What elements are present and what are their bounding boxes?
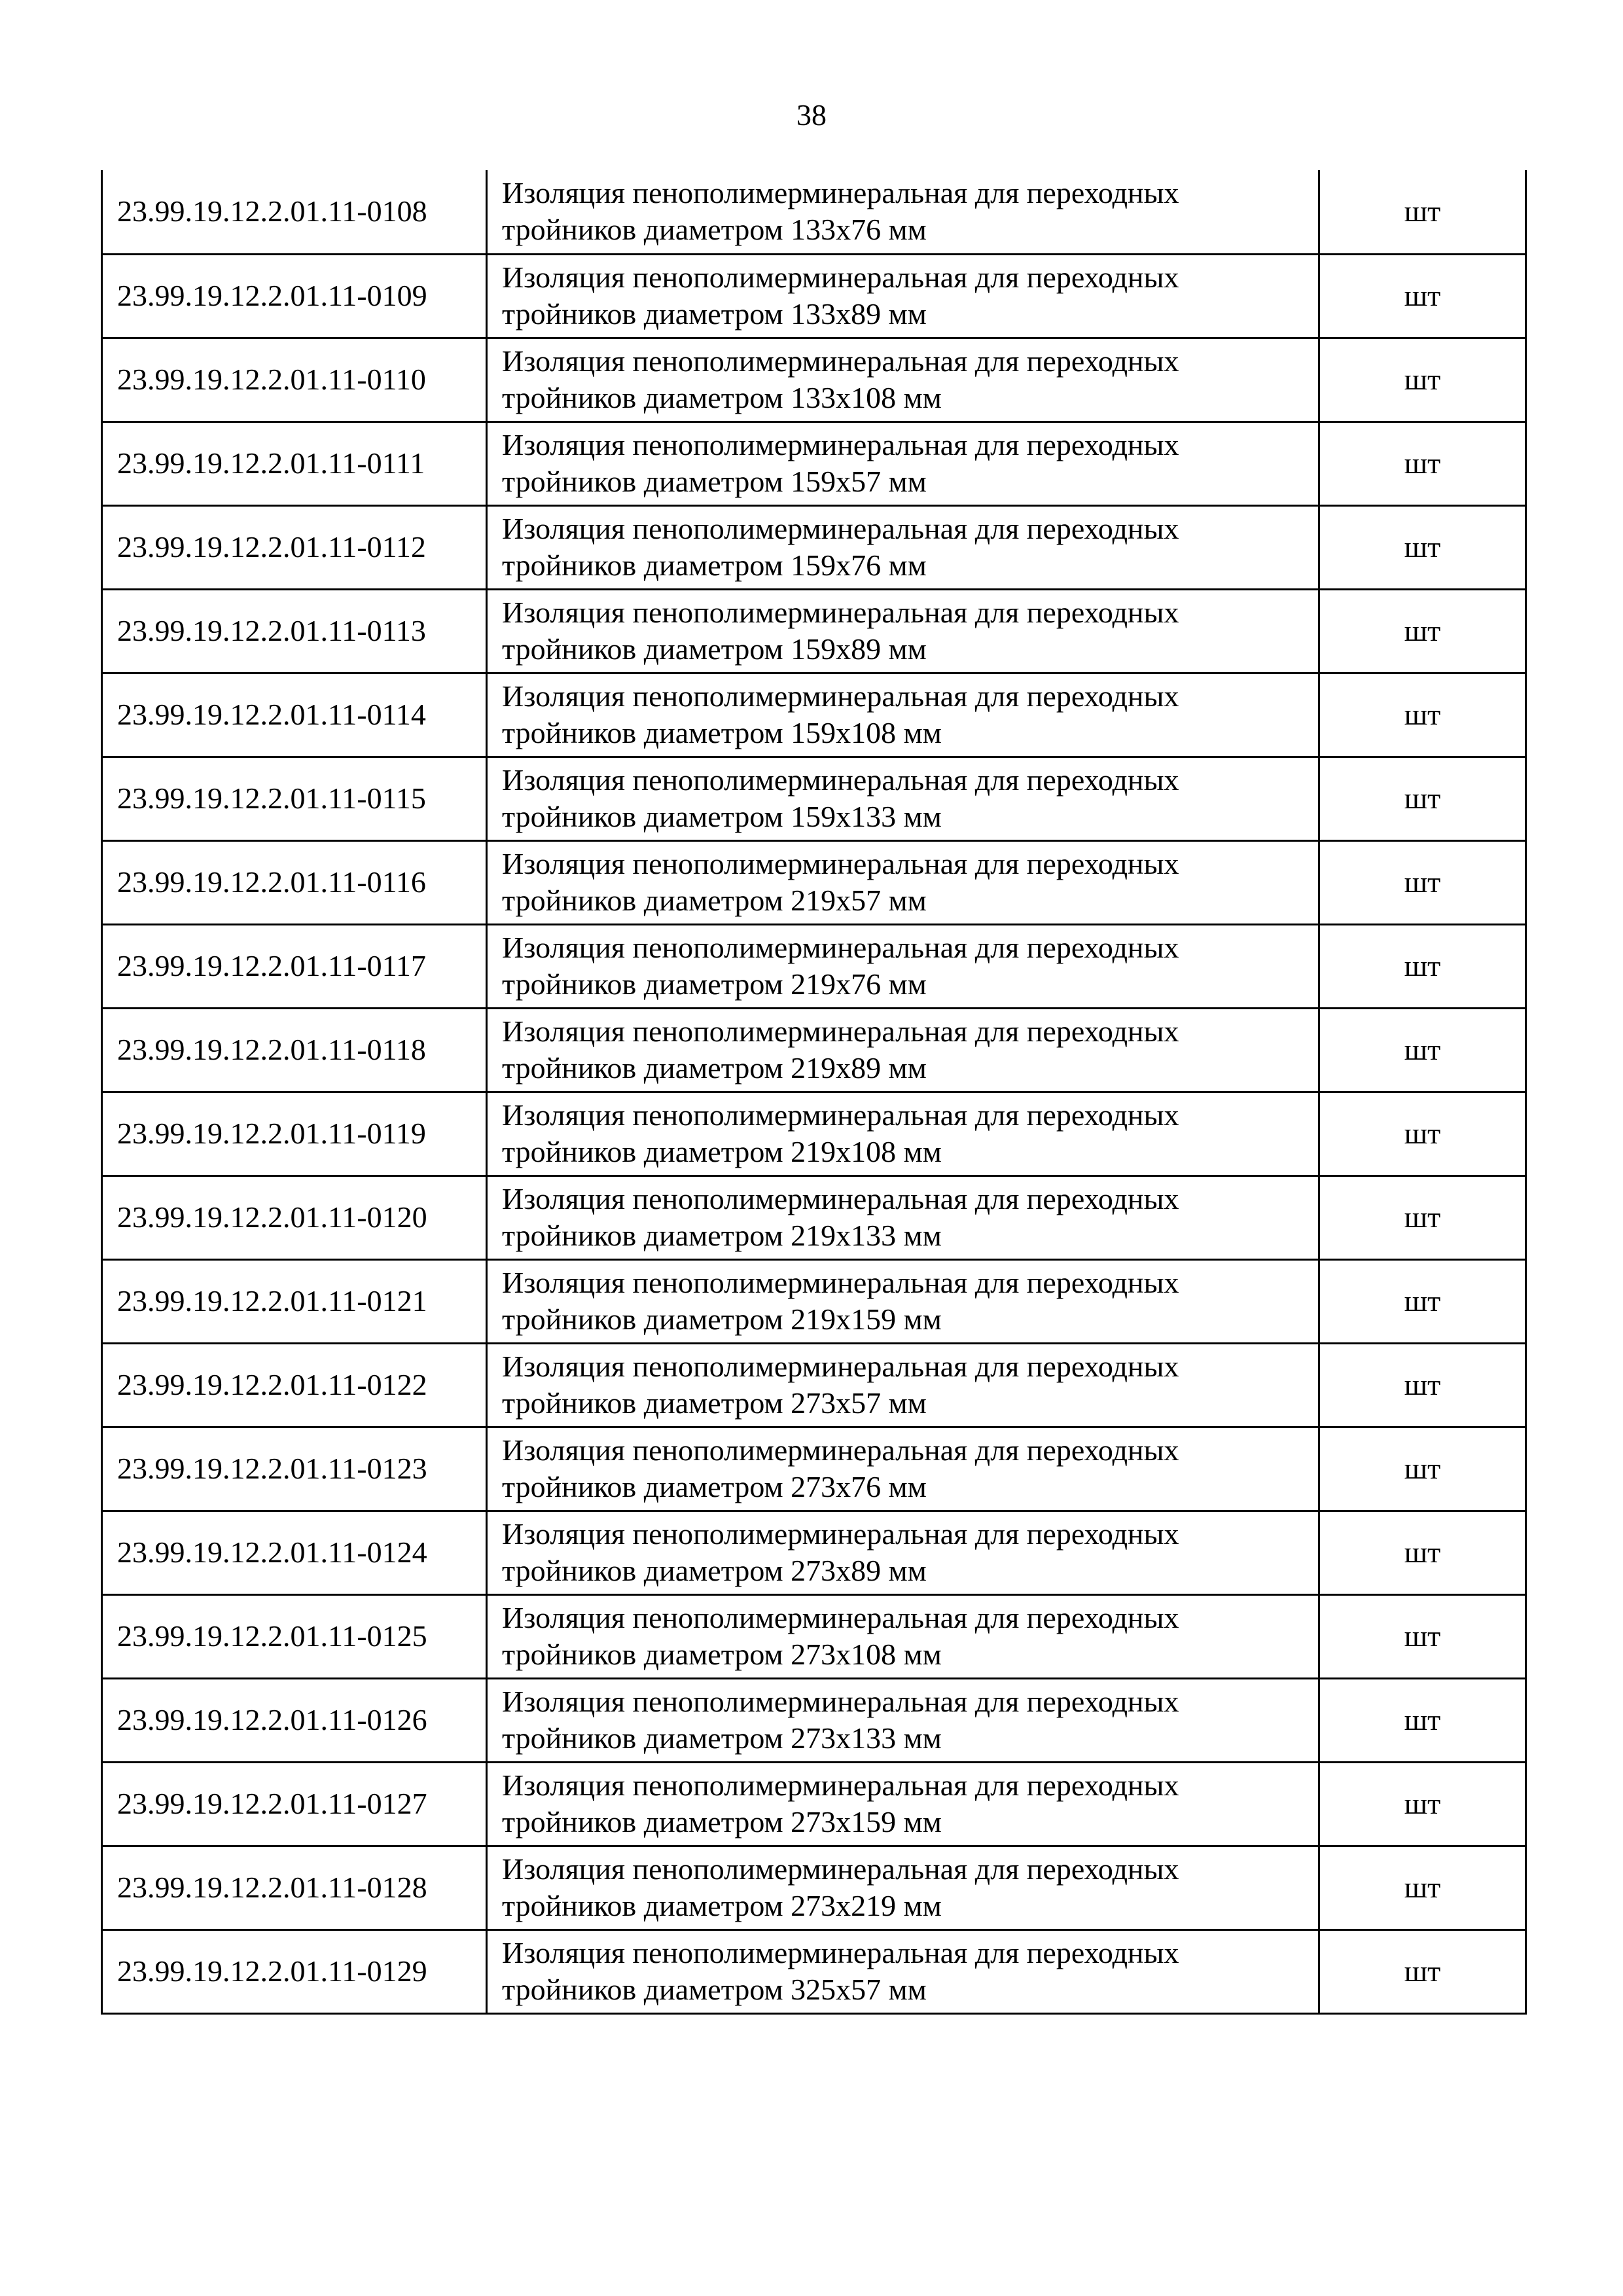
resource-name-line-1: Изоляция пенополимерминеральная для переходных [502,1266,1179,1299]
resource-name-line-1: Изоляция пенополимерминеральная для переходных [502,344,1179,378]
resource-name [487,1008,1319,1092]
unit-of-measure: шт [1319,673,1526,757]
table-row [102,254,1526,338]
resource-name [487,170,1319,254]
resource-name-line-2: тройников диаметром 133x108 мм [502,381,942,414]
resource-name-line-1: Изоляция пенополимерминеральная для переходных [502,1014,1179,1048]
table-body [102,170,1526,2013]
resource-code: 23.99.19.12.2.01.11-0111 [102,422,487,505]
resource-name [487,1762,1319,1846]
resource-code: 23.99.19.12.2.01.11-0113 [102,589,487,673]
resource-code: 23.99.19.12.2.01.11-0116 [102,840,487,924]
classifier-table [101,170,1527,2015]
table-row [102,1092,1526,1175]
resource-name-line-2: тройников диаметром 133x76 мм [502,213,927,247]
resource-code: 23.99.19.12.2.01.11-0118 [102,1008,487,1092]
resource-name [487,422,1319,505]
resource-name [487,1511,1319,1594]
resource-code: 23.99.19.12.2.01.11-0126 [102,1678,487,1762]
resource-code: 23.99.19.12.2.01.11-0115 [102,757,487,840]
resource-name-line-1: Изоляция пенополимерминеральная для переходных [502,260,1179,294]
resource-name-line-1: Изоляция пенополимерминеральная для переходных [502,847,1179,880]
unit-of-measure: шт [1319,1175,1526,1259]
resource-name [487,589,1319,673]
resource-name [487,505,1319,589]
resource-name-line-1: Изоляция пенополимерминеральная для переходных [502,176,1179,210]
table-row [102,422,1526,505]
resource-name-line-1: Изоляция пенополимерминеральная для переходных [502,1098,1179,1132]
unit-of-measure: шт [1319,1092,1526,1175]
unit-of-measure: шт [1319,757,1526,840]
resource-name-line-2: тройников диаметром 273x108 мм [502,1638,942,1671]
unit-of-measure: шт [1319,170,1526,254]
unit-of-measure: шт [1319,422,1526,505]
resource-code: 23.99.19.12.2.01.11-0129 [102,1929,487,2013]
unit-of-measure: шт [1319,589,1526,673]
unit-of-measure: шт [1319,1008,1526,1092]
unit-of-measure: шт [1319,1929,1526,2013]
resource-name-line-1: Изоляция пенополимерминеральная для переходных [502,428,1179,461]
resource-code: 23.99.19.12.2.01.11-0119 [102,1092,487,1175]
resource-name-line-2: тройников диаметром 219x108 мм [502,1135,942,1168]
resource-name [487,673,1319,757]
resource-name-line-2: тройников диаметром 273x219 мм [502,1889,942,1922]
resource-name-line-2: тройников диаметром 133x89 мм [502,297,927,331]
table-row [102,757,1526,840]
resource-code: 23.99.19.12.2.01.11-0117 [102,924,487,1008]
resource-name-line-1: Изоляция пенополимерминеральная для переходных [502,679,1179,713]
table-row [102,1511,1526,1594]
resource-name [487,1175,1319,1259]
resource-name-line-1: Изоляция пенополимерминеральная для переходных [502,1350,1179,1383]
resource-code: 23.99.19.12.2.01.11-0123 [102,1427,487,1511]
table-row [102,1594,1526,1678]
resource-name [487,338,1319,422]
resource-name-line-2: тройников диаметром 273x89 мм [502,1554,927,1587]
resource-name-line-1: Изоляция пенополимерминеральная для переходных [502,1768,1179,1802]
resource-name-line-1: Изоляция пенополимерминеральная для переходных [502,1182,1179,1215]
resource-name [487,840,1319,924]
table-row [102,1427,1526,1511]
resource-name-line-2: тройников диаметром 159x76 мм [502,548,927,582]
unit-of-measure: шт [1319,338,1526,422]
resource-code: 23.99.19.12.2.01.11-0110 [102,338,487,422]
resource-name-line-1: Изоляция пенополимерминеральная для переходных [502,931,1179,964]
table-row [102,589,1526,673]
resource-code: 23.99.19.12.2.01.11-0114 [102,673,487,757]
table-row [102,673,1526,757]
resource-name-line-2: тройников диаметром 159x89 мм [502,632,927,666]
resource-code: 23.99.19.12.2.01.11-0122 [102,1343,487,1427]
table-row [102,1175,1526,1259]
unit-of-measure: шт [1319,254,1526,338]
resource-name [487,1259,1319,1343]
resource-name [487,1092,1319,1175]
resource-name-line-1: Изоляция пенополимерминеральная для переходных [502,1517,1179,1551]
unit-of-measure: шт [1319,1511,1526,1594]
table-row [102,1678,1526,1762]
resource-name-line-2: тройников диаметром 219x57 мм [502,884,927,917]
table-row [102,1008,1526,1092]
page-number: 38 [796,98,827,132]
unit-of-measure: шт [1319,505,1526,589]
table-row [102,924,1526,1008]
table-row [102,840,1526,924]
resource-name-line-1: Изоляция пенополимерминеральная для переходных [502,1852,1179,1886]
resource-code: 23.99.19.12.2.01.11-0120 [102,1175,487,1259]
resource-name [487,1929,1319,2013]
resource-code: 23.99.19.12.2.01.11-0121 [102,1259,487,1343]
resource-name [487,1427,1319,1511]
resource-name-line-2: тройников диаметром 325x57 мм [502,1973,927,2006]
resource-name-line-1: Изоляция пенополимерминеральная для переходных [502,1433,1179,1467]
unit-of-measure: шт [1319,1343,1526,1427]
resource-name-line-2: тройников диаметром 219x89 мм [502,1051,927,1085]
resource-name-line-2: тройников диаметром 273x76 мм [502,1470,927,1503]
table-row [102,170,1526,254]
resource-name-line-2: тройников диаметром 159x57 мм [502,465,927,498]
resource-code: 23.99.19.12.2.01.11-0128 [102,1846,487,1929]
table-row [102,1343,1526,1427]
unit-of-measure: шт [1319,840,1526,924]
resource-name-line-2: тройников диаметром 273x57 мм [502,1386,927,1420]
resource-name-line-2: тройников диаметром 159x108 мм [502,716,942,749]
resource-code: 23.99.19.12.2.01.11-0125 [102,1594,487,1678]
table-row [102,1929,1526,2013]
unit-of-measure: шт [1319,1594,1526,1678]
unit-of-measure: шт [1319,1259,1526,1343]
resource-code: 23.99.19.12.2.01.11-0124 [102,1511,487,1594]
unit-of-measure: шт [1319,1678,1526,1762]
resource-name-line-2: тройников диаметром 273x133 мм [502,1721,942,1755]
resource-code: 23.99.19.12.2.01.11-0127 [102,1762,487,1846]
resource-name [487,1846,1319,1929]
resource-name-line-2: тройников диаметром 219x76 мм [502,967,927,1001]
resource-name [487,924,1319,1008]
resource-name-line-1: Изоляция пенополимерминеральная для переходных [502,763,1179,797]
resource-name-line-1: Изоляция пенополимерминеральная для переходных [502,512,1179,545]
resource-name-line-1: Изоляция пенополимерминеральная для переходных [502,1936,1179,1969]
resource-name [487,254,1319,338]
table-row [102,338,1526,422]
unit-of-measure: шт [1319,1762,1526,1846]
resource-name-line-2: тройников диаметром 273x159 мм [502,1805,942,1839]
unit-of-measure: шт [1319,1846,1526,1929]
table-row [102,1259,1526,1343]
unit-of-measure: шт [1319,924,1526,1008]
resource-name [487,1594,1319,1678]
table-row [102,1846,1526,1929]
resource-code: 23.99.19.12.2.01.11-0112 [102,505,487,589]
resource-name-line-2: тройников диаметром 219x159 мм [502,1302,942,1336]
resource-name-line-2: тройников диаметром 159x133 мм [502,800,942,833]
resource-name-line-2: тройников диаметром 219x133 мм [502,1219,942,1252]
resource-name [487,1678,1319,1762]
resource-name [487,1343,1319,1427]
resource-code: 23.99.19.12.2.01.11-0109 [102,254,487,338]
resource-name-line-1: Изоляция пенополимерминеральная для переходных [502,1685,1179,1718]
resource-name-line-1: Изоляция пенополимерминеральная для переходных [502,1601,1179,1634]
table-row [102,505,1526,589]
resource-name [487,757,1319,840]
resource-code: 23.99.19.12.2.01.11-0108 [102,170,487,254]
table-row [102,1762,1526,1846]
resource-name-line-1: Изоляция пенополимерминеральная для переходных [502,596,1179,629]
unit-of-measure: шт [1319,1427,1526,1511]
